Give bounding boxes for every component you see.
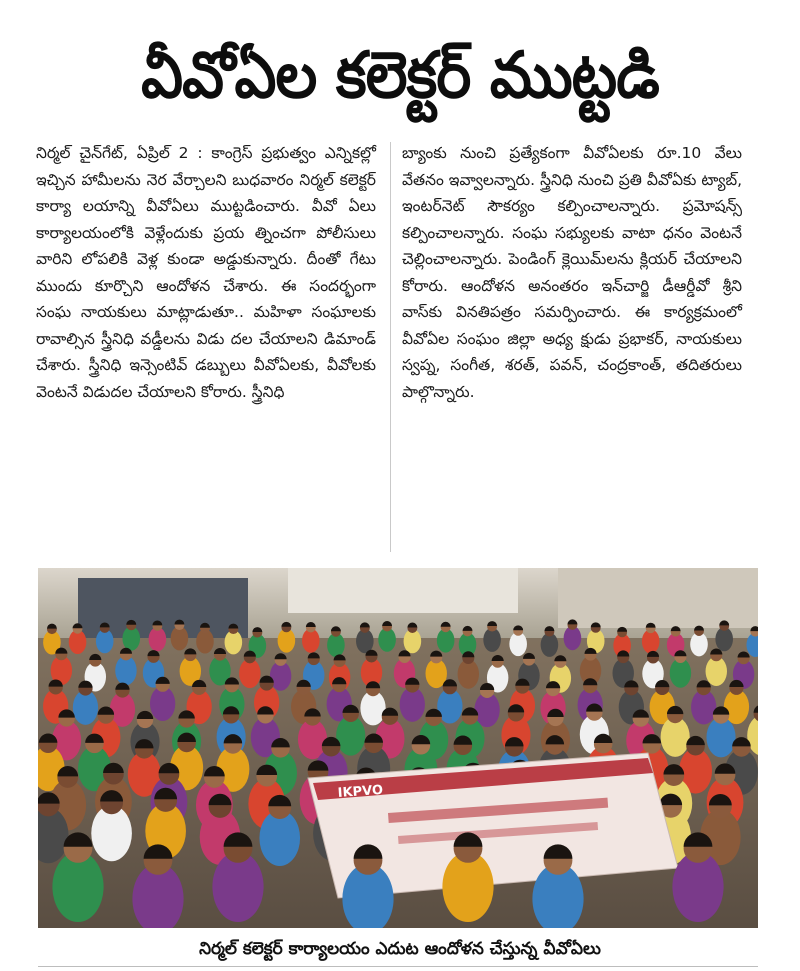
headline: వీవోఏల కలెక్టర్ ముట్టడి (141, 39, 659, 113)
protest-photo (38, 568, 758, 928)
bottom-rule (38, 966, 758, 967)
article-column-right: బ్యాంకు నుంచి ప్రత్యేకంగా వీవోఏలకు రూ.10 వేలు వేతనం ఇవ్వాలన్నారు. స్త్రీనిధి నుంచి ప్రతి వీవోఏకు ట్యాబ్, ఇంటర్‌నెట్ సౌకర్యం కల్పించాలన్నారు. ప్రమోషన్స్ కల్పించాలన్నారు. సంఘ సభ్యులకు వాటా ధనం వెంటనే చెల్లించాలన్నారు. పెండింగ్ క్లెయిమ్‌లను క్లియర్ చేయాలని కోరారు. ఆందోళన అనంతరం ఇన్‌చార్జి డీఆర్డీవో శ్రీని వాస్‌కు వినతిపత్రం సమర్పించారు. ఈ కార్యక్రమంలో వీవోఏల సంఘం జిల్లా అధ్య క్షుడు ప్రభాకర్, నాయకులు స్వప్న, సంగీత, శరత్, పవన్, చంద్రకాంత్, తదితరులు పాల్గొన్నారు. (402, 144, 742, 401)
photo-caption: నిర్మల్ కలెక్టర్ కార్యాలయం ఎదుట ఆందోళన చేస్తున్న వీవోఏలు (199, 939, 601, 959)
article-column-left: నిర్మల్ చైన్‌గేట్, ఏప్రిల్ 2 : కాంగ్రెస్ ప్రభుత్వం ఎన్నికల్లో ఇచ్చిన హామీలను నెర వేర్చాలని బుధవారం నిర్మల్ కలెక్టర్ కార్యా లయాన్ని వీవోఏలు ముట్టడించారు. వీవో ఏలు కార్యాలయంలోకి వెళ్లేందుకు ప్రయ త్నించగా పోలీసులు వారిని లోపలికి వెళ్ల కుండా అడ్డుకున్నారు. దీంతో గేటు ముందు కూర్చొని ఆందోళన చేశారు. ఈ సందర్భంగా సంఘ నాయకులు మాట్లాడుతూ.. మహిళా సంఘాలకు రావాల్సిన స్త్రీనిధి వడ్డీలను విడు దల చేయాలని డిమాండ్ చేశారు. స్త్రీనిధి ఇన్సెంటివ్ డబ్బులు వీవోఏలకు, వీవోలకు వెంటనే విడుదల చేయాలని కోరారు. స్త్రీనిధి (36, 144, 376, 401)
column-divider (390, 142, 391, 552)
banner-text: IKPVO (337, 782, 384, 801)
news-clipping (30, 20, 770, 965)
